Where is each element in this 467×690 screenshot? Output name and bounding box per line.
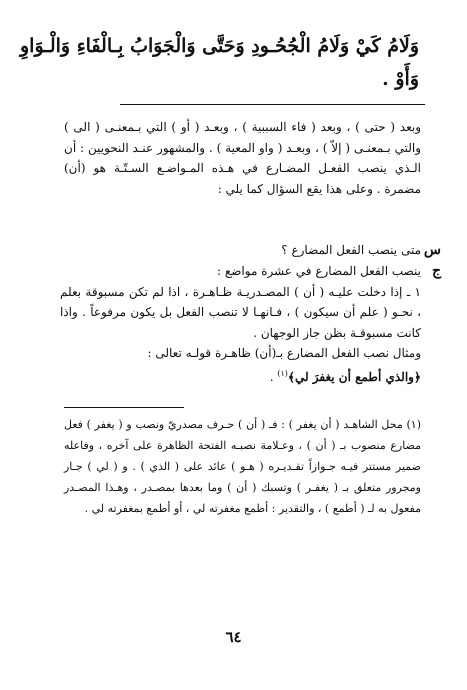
paragraph-text: وبعد ( حتى ) ، وبعد ( فاء السببية ) ، وبعـد ( أو ) التي بـمعنـى ( الى ) والتي بـمعنـى ( إلاّ ) ، وبعـد ( واو المعية ) . والمشهور عنـد النحويين : أن الـذي ينصب الفعـل المضـارع في هـذه المـواضـع السـتّـة هو (أن) مضمرة . وعلى هذا يقع السؤال كما يلي : bbox=[64, 120, 421, 196]
section-heading bbox=[20, 30, 419, 96]
answer-point-1: ١ ـ إذا دخلت عليـه ( أن ) المصـدريـة ظـاهـرة ، اذا لم تكن مسبوقة بعلم ، نحـو ( علم أن سيكون ) ، فـانهـا لا تنصب الفعل بل يكون مرفوعاً . واذا كانت مسبوقـة بظن جاز الوجهان . bbox=[60, 284, 421, 340]
quran-verse-line bbox=[60, 364, 421, 388]
answer-marker: ج bbox=[431, 263, 441, 279]
question-marker: س bbox=[423, 242, 441, 258]
answer-block bbox=[60, 261, 441, 387]
heading-line-1: وَلَامُ كَيْ وَلَامُ الْجُحُـودِ وَحَتَّى وَالْجَوَابُ بِـالْفَاءِ وَالْـوَاوِ bbox=[20, 35, 419, 57]
question-block bbox=[60, 240, 441, 261]
footnote-ref: (١) bbox=[277, 368, 288, 378]
footnote: (١) محل الشاهـد ( أن يغفر ) : فـ ( أن ) حـرف مصدريّ ونصب و ( يغفر ) فعل مضارع منصوب بـ ( أن ) ، وعـلامة نصبـه الفتحة الظاهرة على آخره ، وفاعله ضمير مستتر فيـه جـوازاً تقـديـره ( هـو ) عائد على ( الذي ) . و ( لي ) جـار ومجرور متعلق بـ ( يغفـر ) وتسبك ( أن ) وما بعدها بمصـدر ، وهـذا المصـدر مفعول به لـ ( أطمع ) ، والتقدير : أطمع مغفرته لي ، أو أطمع بمغفرته لي . bbox=[64, 418, 421, 515]
answer-intro: ينصب الفعل المضارع في عشرة مواضع : bbox=[216, 264, 421, 278]
footnote-divider bbox=[64, 407, 184, 408]
quran-verse: ﴿والذي أطمع أن يغفرَ لي﴾ bbox=[287, 369, 421, 384]
heading-line-2: وَأَوْ . bbox=[382, 68, 419, 90]
page-number: ٦٤ bbox=[225, 628, 242, 646]
body-paragraph bbox=[64, 117, 421, 199]
verse-end: . bbox=[269, 369, 278, 384]
question-text: متى ينصب الفعل المضارع ؟ bbox=[281, 243, 421, 257]
example-intro: ومثال نصب الفعل المضارع بـ(أن) ظاهـرة قولـه تعالى : bbox=[147, 346, 421, 360]
heading-divider bbox=[120, 104, 425, 105]
